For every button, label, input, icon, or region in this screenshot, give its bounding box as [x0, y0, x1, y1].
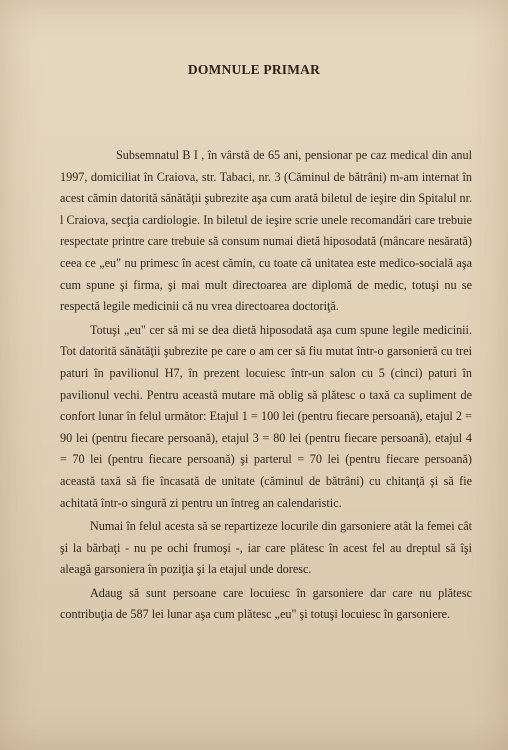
letter-body: [60, 145, 472, 626]
paragraph-1: Subsemnatul B I , în vârstă de 65 ani, pensionar pe caz medical din anul 1997, domiciliat în Craiova, str. Tabaci, nr. 3 (Căminul de bătrâni) m-am internat în acest cămin datorită sănătăţii şubrezite aşa cum arată biletul de ieşire din Spitalul nr. l Craiova, secţia cardiologie. In biletul de ieşire scrie unele recomandări care trebuie respectate printre care trebuie să consum numai dietă hiposodată (mâncare nesărată) ceea ce „eu" nu primesc în acest cămin, cu toate că unitatea este medico-socială aşa cum spune şi firma, şi mai mult directoarea are diplomă de medic, totuşi nu se respectă legile medicinii că nu vrea directoarea doctoriţă.: [60, 148, 472, 314]
paragraph-2: Totuşi „eu" cer să mi se dea dietă hiposodată aşa cum spune legile medicinii. Tot datorită sănătăţii şubrezite pe care o am cer să fiu mutat într-o garsonieră cu trei paturi în pavilionul H7, în prezent locuiesc într-un salon cu 5 (cinci) paturi în pavilionul vechi. Pentru această mutare mă oblig să plătesc o taxă ca supliment de confort lunar în felul următor: Etajul 1 = 100 lei (pentru fiecare persoană), etajul 2 = 90 lei (pentru fiecare persoană), etajul 3 = 80 lei (pentru fiecare persoană), etajul 4 = 70 lei (pentru fiecare persoană) şi parterul = 70 lei (pentru fiecare persoană) această taxă să fie încasată de unitate (căminul de bătrâni) cu chitanţă şi să fie achitată într-o singură zi pentru un întreg an calendaristic.: [60, 322, 472, 510]
letter-title: DOMNULE PRIMAR: [187, 62, 321, 77]
paragraph-4: Adaug să sunt persoane care locuiesc în garsoniere dar care nu plătesc contribuţia de 587 lei lunar aşa cum plătesc „eu" şi totuşi locuiesc în garsoniere.: [60, 585, 472, 622]
paragraph-3: Numai în felul acesta să se repartizeze locurile din garsoniere atât la femei cât şi la bărbaţi - nu pe ochi frumoşi -, iar care plătesc în acest fel au dreptul să îşi aleagă garsoniera în poziţia şi la etajul unde doresc.: [60, 519, 472, 577]
